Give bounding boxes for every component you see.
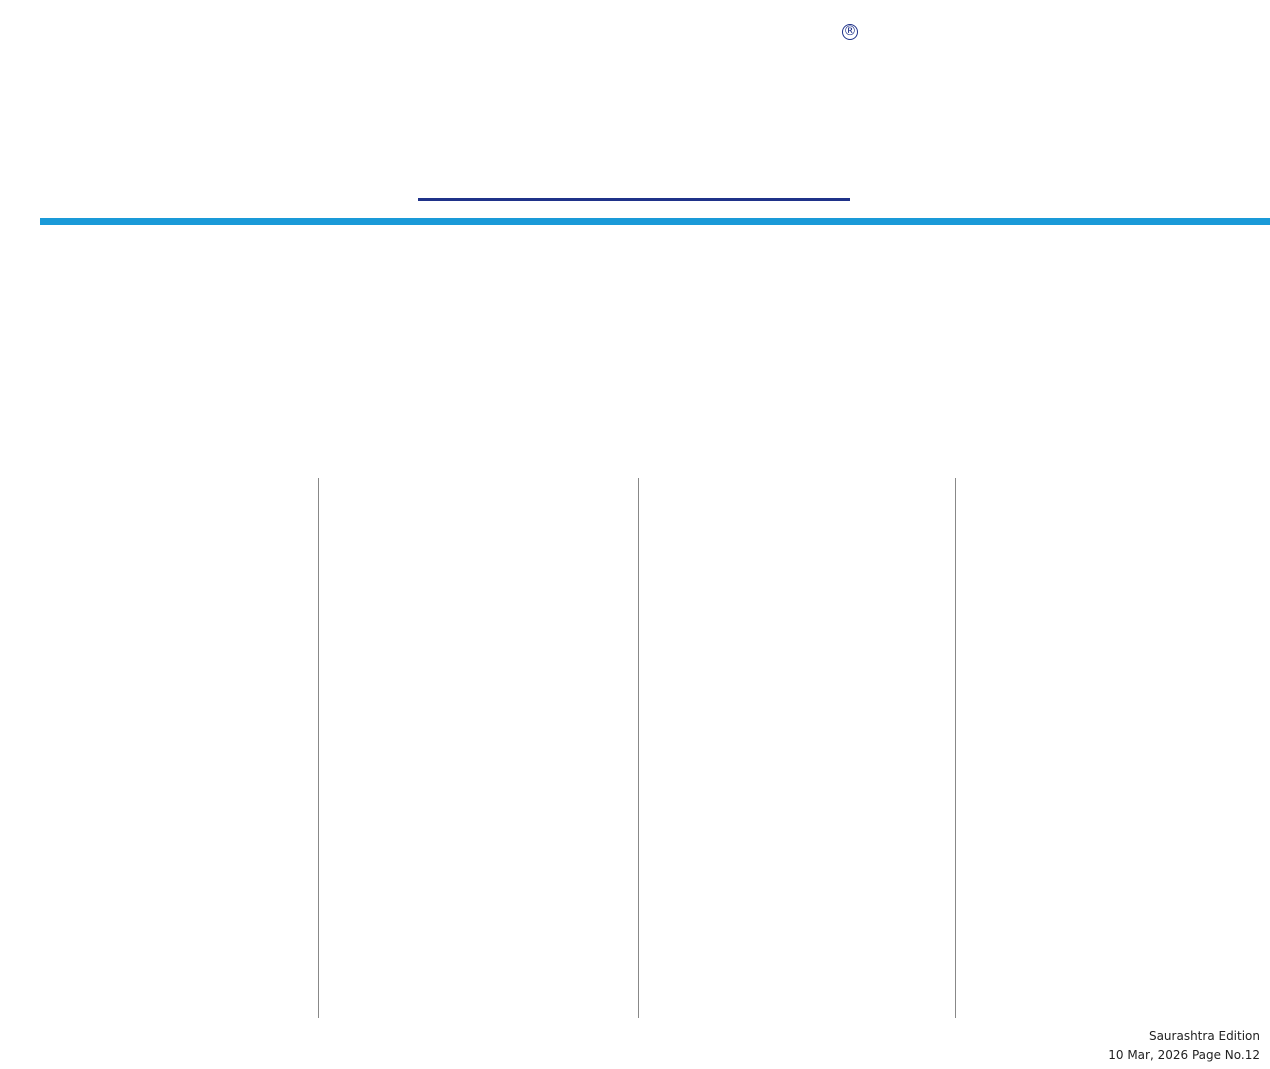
- newspaper-logo: [416, 48, 852, 176]
- column-divider: [638, 478, 639, 1018]
- header-divider-rule: [40, 218, 1270, 225]
- article-column-1: [16, 478, 306, 1018]
- column-divider: [318, 478, 319, 1018]
- masthead: [0, 0, 1270, 215]
- article-column-2: [328, 478, 618, 1018]
- edition-name: Saurashtra Edition: [1148, 1029, 1260, 1043]
- edition-date-page: 10 Mar, 2026 Page No.12: [1108, 1048, 1260, 1062]
- article-column-3: [650, 478, 940, 1018]
- registered-mark-icon: ®: [843, 24, 857, 39]
- article-column-4: [968, 478, 1258, 1018]
- edition-info: [1108, 1027, 1260, 1065]
- masthead-underline: [418, 198, 850, 201]
- column-divider: [955, 478, 956, 1018]
